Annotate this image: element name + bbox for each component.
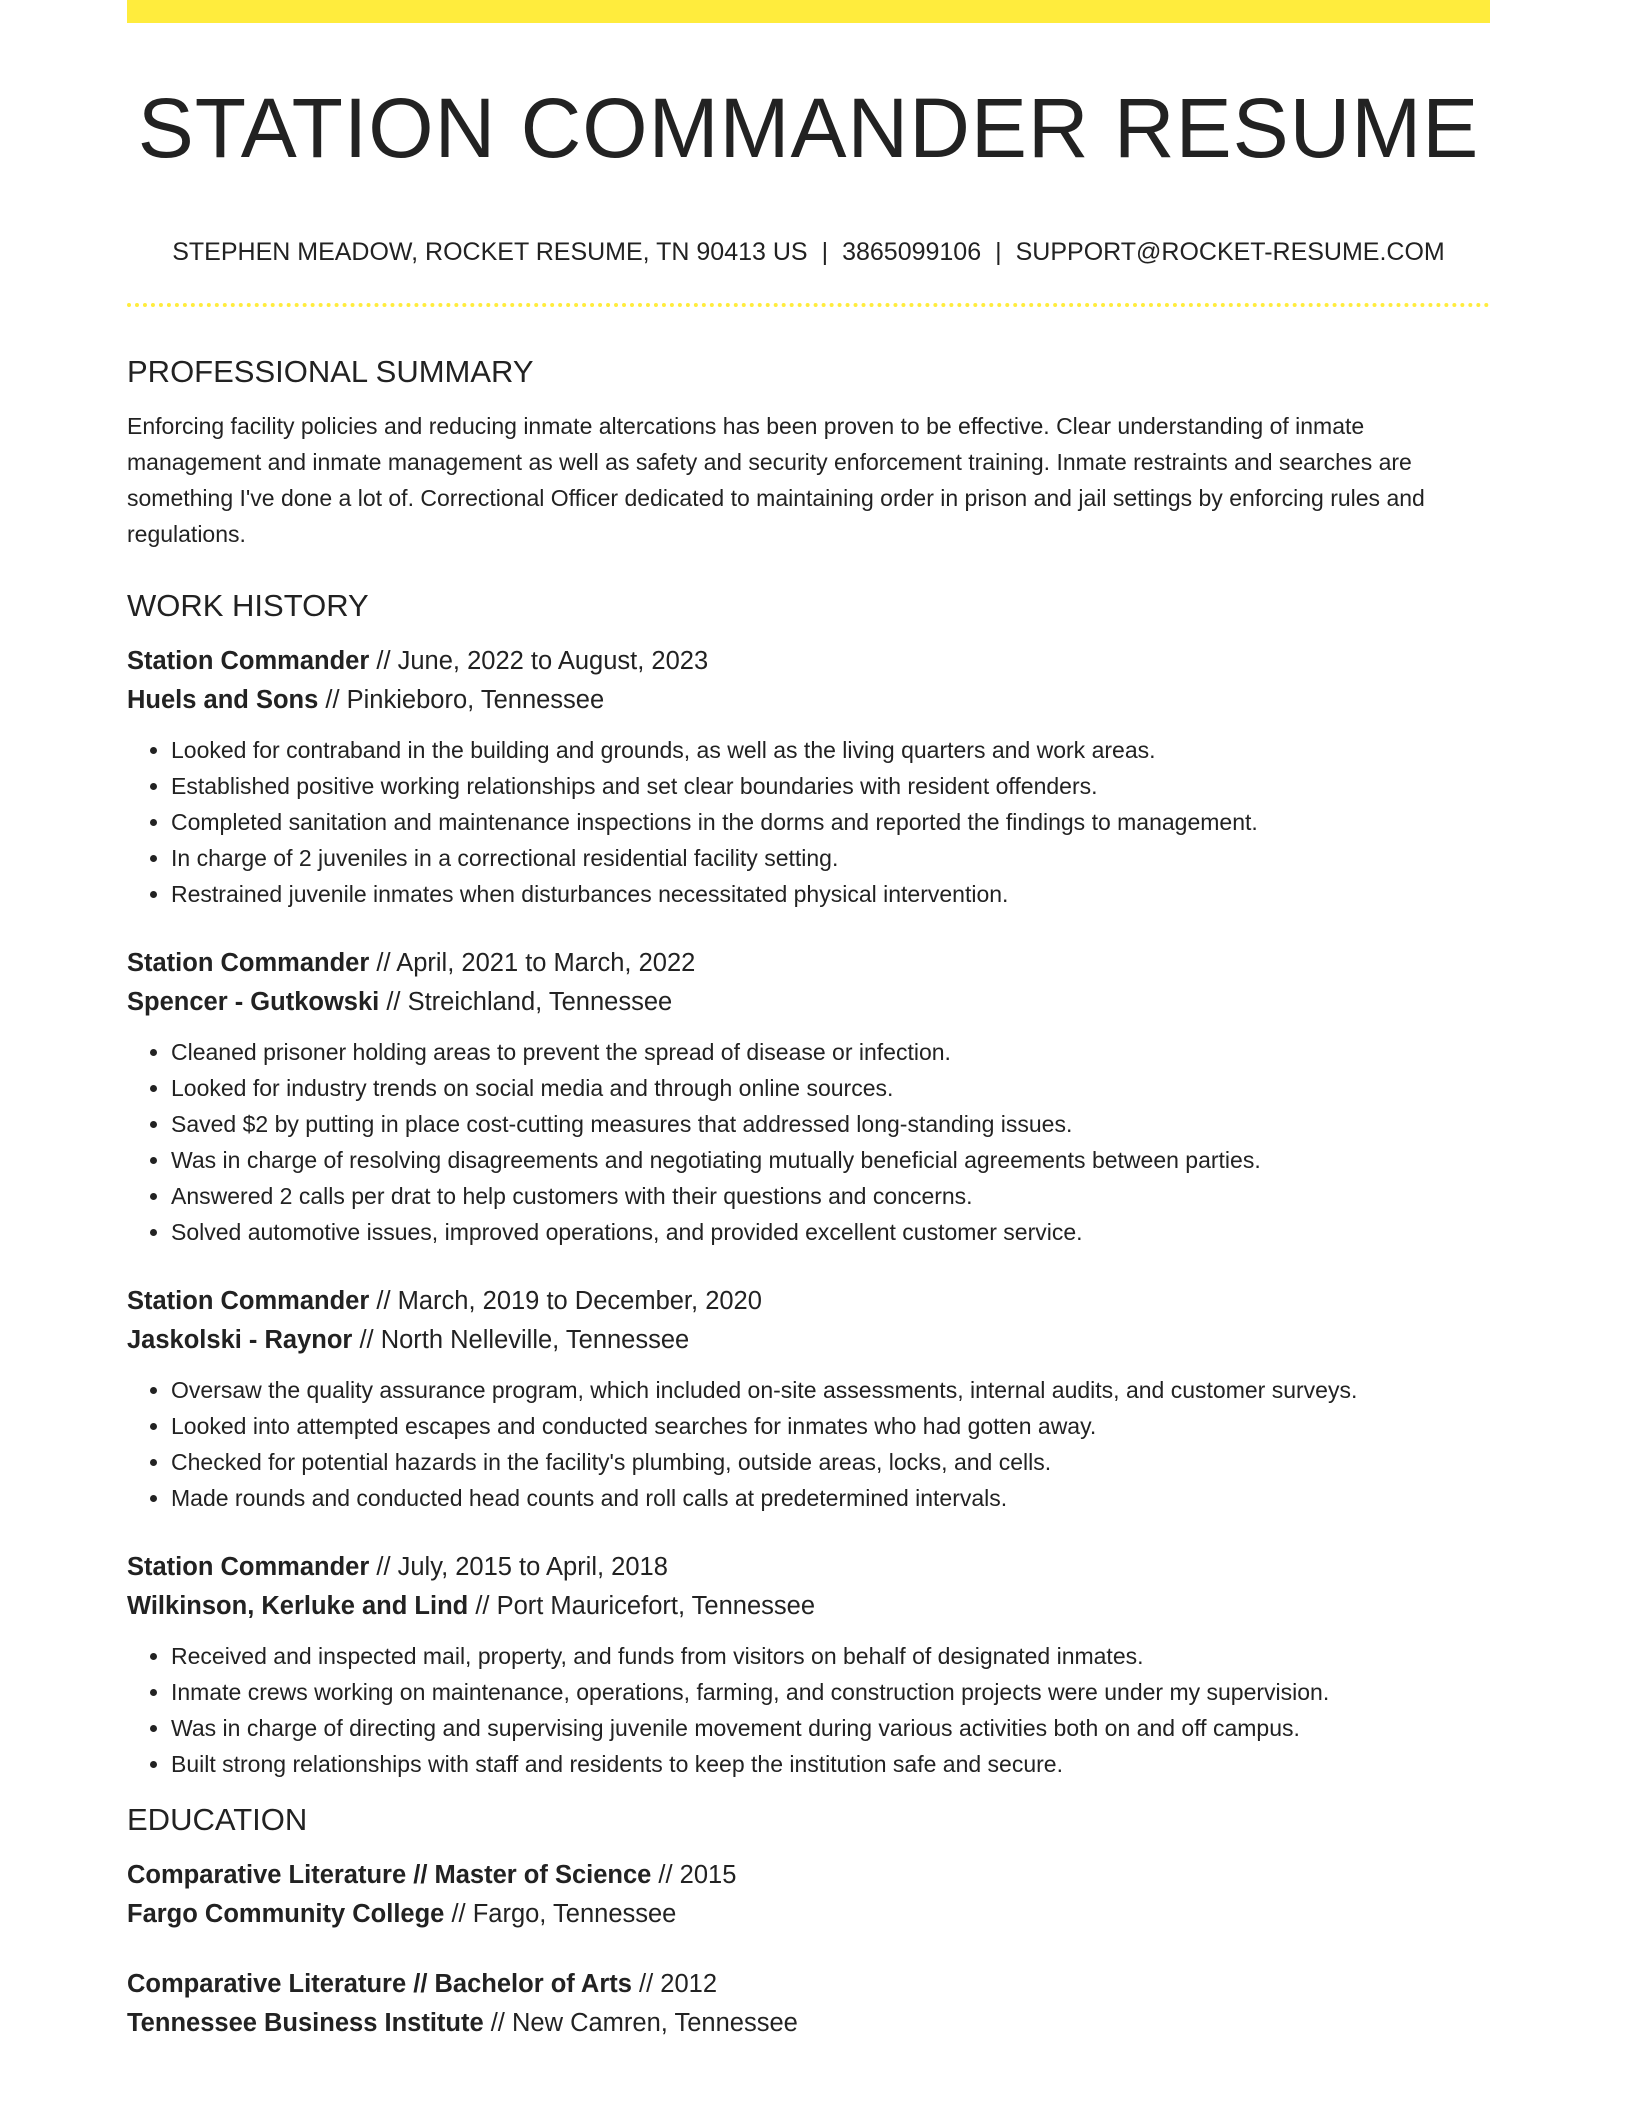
job-location: // Streichland, Tennessee <box>379 988 673 1016</box>
contact-separator: | <box>821 238 829 266</box>
job-company-line <box>127 1321 1490 1360</box>
job-bullets <box>127 732 1490 912</box>
job-bullet: • Solved automotive issues, improved operations, and provided excellent customer service. <box>171 1214 1490 1250</box>
work-history-section <box>127 582 1490 1782</box>
job-bullets <box>127 1638 1490 1782</box>
education-entry <box>127 1856 1490 1934</box>
job-bullets <box>127 1034 1490 1250</box>
job-title: Station Commander <box>127 949 370 977</box>
job-company: Wilkinson, Kerluke and Lind <box>127 1592 469 1620</box>
education-location: // New Camren, Tennessee <box>483 2009 798 2037</box>
education-location: // Fargo, Tennessee <box>444 1900 677 1928</box>
education-section <box>127 1796 1490 2043</box>
education-year: // 2015 <box>651 1861 737 1889</box>
education-degree: Comparative Literature // Master of Science <box>127 1861 652 1889</box>
job-company-line <box>127 1587 1490 1626</box>
job-title: Station Commander <box>127 1553 370 1581</box>
contact-email: SUPPORT@ROCKET-RESUME.COM <box>1015 238 1445 266</box>
job-bullet: • Looked into attempted escapes and conducted searches for inmates who had gotten away. <box>171 1408 1490 1444</box>
job-company-line <box>127 983 1490 1022</box>
job-entry <box>127 1548 1490 1782</box>
job-bullets <box>127 1372 1490 1516</box>
job-bullet: • Received and inspected mail, property, and funds from visitors on behalf of designated inmates. <box>171 1638 1490 1674</box>
job-bullet: • Checked for potential hazards in the facility's plumbing, outside areas, locks, and cells. <box>171 1444 1490 1480</box>
job-entry <box>127 1282 1490 1516</box>
job-location: // North Nelleville, Tennessee <box>352 1326 690 1354</box>
contact-phone: 3865099106 <box>842 238 982 266</box>
job-dates: // March, 2019 to December, 2020 <box>369 1287 762 1315</box>
job-location: // Pinkieboro, Tennessee <box>318 686 605 714</box>
job-company: Spencer - Gutkowski <box>127 988 380 1016</box>
job-title: Station Commander <box>127 647 370 675</box>
job-bullet: • Saved $2 by putting in place cost-cutting measures that addressed long-standing issues. <box>171 1106 1490 1142</box>
education-school: Fargo Community College <box>127 1900 445 1928</box>
job-dates: // July, 2015 to April, 2018 <box>369 1553 668 1581</box>
job-company: Huels and Sons <box>127 686 319 714</box>
job-bullet: • Inmate crews working on maintenance, operations, farming, and construction projects were under my supervision. <box>171 1674 1490 1710</box>
job-title: Station Commander <box>127 1287 370 1315</box>
job-bullet: • Restrained juvenile inmates when disturbances necessitated physical intervention. <box>171 876 1490 912</box>
job-location: // Port Mauricefort, Tennessee <box>468 1592 816 1620</box>
job-bullet: • In charge of 2 juveniles in a correctional residential facility setting. <box>171 840 1490 876</box>
education-entry <box>127 1965 1490 2043</box>
job-bullet: • Was in charge of directing and supervising juvenile movement during various activities both on and off campus. <box>171 1710 1490 1746</box>
summary-text: Enforcing facility policies and reducing inmate altercations has been proven to be effective. Clear understanding of inmate management and inmate management as well as safety and security enforcement training. Inmate restraints and searches are something I've done a lot of. Correctional Officer dedicated to maintaining order in prison and jail settings by enforcing rules and regulations. <box>127 413 1425 547</box>
education-year: // 2012 <box>631 1970 718 1998</box>
education-degree-line <box>127 1856 1490 1895</box>
job-title-line <box>127 1548 1490 1587</box>
summary-heading: PROFESSIONAL SUMMARY <box>127 354 534 389</box>
job-bullet: • Established positive working relationships and set clear boundaries with resident offenders. <box>171 768 1490 804</box>
page-title: STATION COMMANDER RESUME <box>137 81 1480 175</box>
contact-separator: | <box>995 238 1002 266</box>
job-bullet: • Looked for industry trends on social media and through online sources. <box>171 1070 1490 1106</box>
job-company-line <box>127 681 1490 720</box>
resume-body <box>127 348 1490 2043</box>
job-entry <box>127 944 1490 1250</box>
accent-bar <box>127 0 1490 23</box>
education-heading: EDUCATION <box>127 1802 308 1837</box>
job-bullet: • Oversaw the quality assurance program, which included on-site assessments, internal audits, and customer surveys. <box>171 1372 1490 1408</box>
job-bullet: • Made rounds and conducted head counts and roll calls at predetermined intervals. <box>171 1480 1490 1516</box>
job-title-line <box>127 944 1490 983</box>
job-bullet: • Completed sanitation and maintenance inspections in the dorms and reported the findings to management. <box>171 804 1490 840</box>
job-title-line <box>127 1282 1490 1321</box>
education-school-line <box>127 1895 1490 1934</box>
job-bullet: • Was in charge of resolving disagreements and negotiating mutually beneficial agreements between parties. <box>171 1142 1490 1178</box>
education-degree-line <box>127 1965 1490 2004</box>
job-bullet: • Cleaned prisoner holding areas to prevent the spread of disease or infection. <box>171 1034 1490 1070</box>
dotted-divider <box>127 303 1490 307</box>
education-degree: Comparative Literature // Bachelor of Arts <box>127 1970 632 1998</box>
job-entry <box>127 642 1490 912</box>
contact-address: STEPHEN MEADOW, ROCKET RESUME, TN 90413 US <box>172 238 808 266</box>
education-school: Tennessee Business Institute <box>127 2009 484 2037</box>
education-school-line <box>127 2004 1490 2043</box>
job-title-line <box>127 642 1490 681</box>
job-bullet: • Looked for contraband in the building and grounds, as well as the living quarters and work areas. <box>171 732 1490 768</box>
job-company: Jaskolski - Raynor <box>127 1326 353 1354</box>
job-dates: // April, 2021 to March, 2022 <box>369 949 696 977</box>
summary-section <box>127 348 1490 552</box>
work-history-heading: WORK HISTORY <box>127 588 369 623</box>
contact-line <box>127 236 1490 268</box>
job-dates: // June, 2022 to August, 2023 <box>369 647 709 675</box>
job-bullet: • Built strong relationships with staff and residents to keep the institution safe and secure. <box>171 1746 1490 1782</box>
job-bullet: • Answered 2 calls per drat to help customers with their questions and concerns. <box>171 1178 1490 1214</box>
